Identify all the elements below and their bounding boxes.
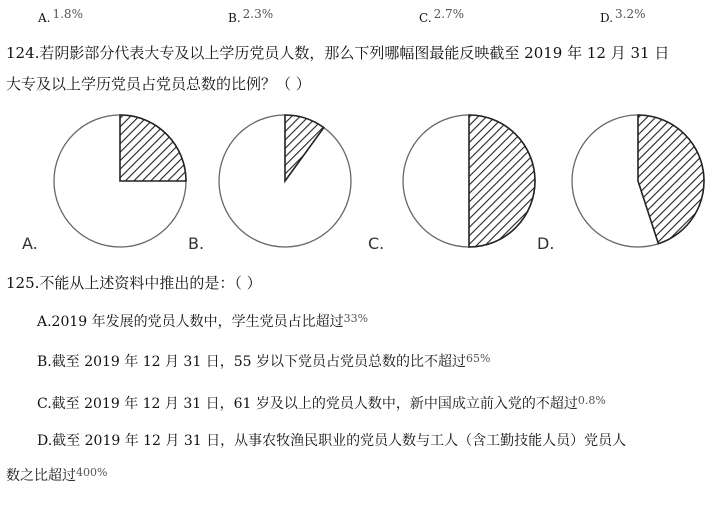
pie-shaded-wedge — [120, 115, 186, 181]
pie-label-a: A. — [22, 234, 38, 253]
prev-option-a: A. 1.8% — [38, 7, 83, 25]
prev-option-d: D. 3.2% — [600, 7, 646, 25]
q124-line2: 大专及以上学历党员占党员总数的比例？（ ） — [6, 75, 311, 93]
pie-option-a[interactable] — [54, 115, 186, 247]
q125-option-d-line1: D.截至 2019 年 12 月 31 日，从事农牧渔民职业的党员人数与工人（含工勤技能人员）党员人 — [37, 433, 627, 449]
prev-option-c: C. 2.7% — [419, 7, 465, 25]
pie-option-d[interactable] — [572, 115, 704, 247]
prev-option-b: B. 2.3% — [228, 7, 274, 25]
q124-line1: 124.若阴影部分代表大专及以上学历党员人数，那么下列哪幅图最能反映截至 2019 年 12 月 31 日 — [6, 44, 670, 62]
pie-option-c[interactable] — [403, 115, 535, 247]
q125-option-c: C.截至 2019 年 12 月 31 日，61 岁及以上的党员人数中，新中国成立前入党的不超过$^{0.8\%}$ — [37, 394, 606, 412]
pie-option-b[interactable] — [219, 115, 351, 247]
pie-shaded-wedge — [469, 115, 535, 247]
q125-title: 125.不能从上述资料中推出的是：（ ） — [6, 274, 262, 292]
pie-label-c: C. — [368, 234, 385, 253]
q125-option-a: A.2019 年发展的党员人数中，学生党员占比超过$^{33\%}$ — [37, 312, 369, 330]
pie-label-d: D. — [537, 234, 555, 253]
q125-option-d-line2: 数之比超过$^{400\%}$ — [6, 466, 108, 484]
pie-label-b: B. — [188, 234, 205, 253]
q125-option-b: B.截至 2019 年 12 月 31 日，55 岁以下党员占党员总数的比不超过$^{65\%}$ — [37, 352, 491, 370]
